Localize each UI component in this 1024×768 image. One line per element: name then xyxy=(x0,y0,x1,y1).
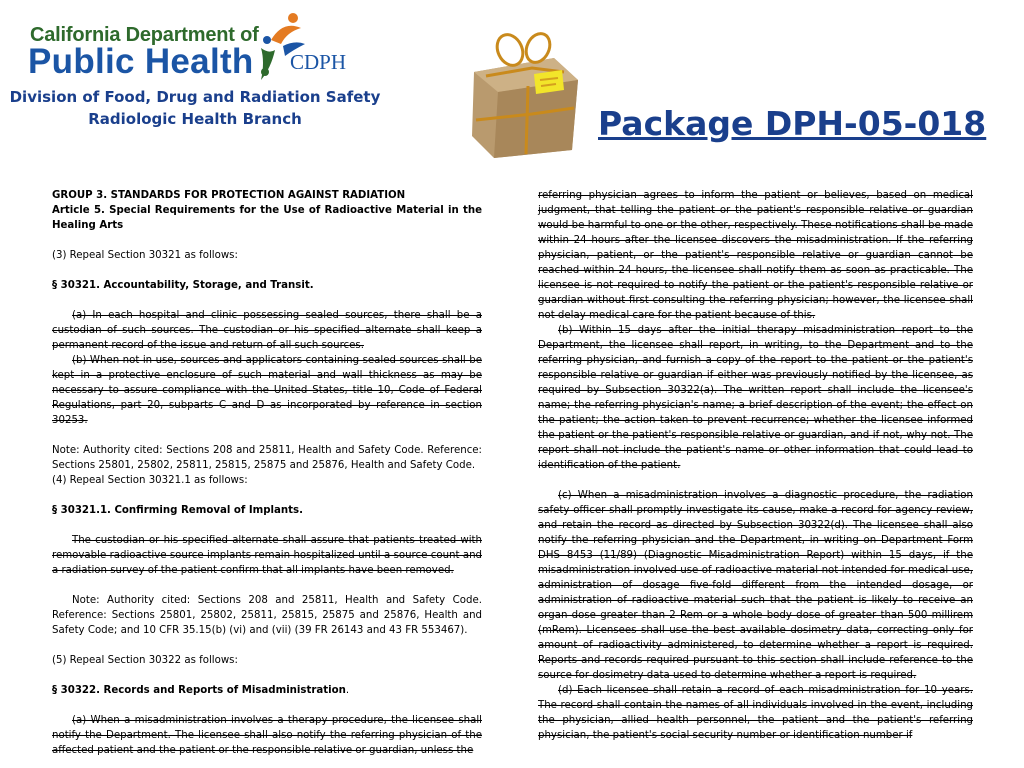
branch-name: Radiologic Health Branch xyxy=(88,110,302,128)
section-30321-1-title: § 30321.1. Confirming Removal of Implants. xyxy=(52,505,303,516)
article-heading: Article 5. Special Requirements for the Use of Radioactive Material in the Healing Arts xyxy=(52,205,482,231)
wrapped-parcel-image xyxy=(468,28,586,160)
package-title: Package DPH-05-018 xyxy=(598,104,987,143)
repeal-30322-instruction: (5) Repeal Section 30322 as follows: xyxy=(52,655,238,666)
section-30322-d: (d) Each licensee shall retain a record of each misadministration for 10 years. The record shall contain the names of all individuals involved in the event, including the physician, allied health personnel, the patient and the patient's referring physician, the patient's social security number or identification number if xyxy=(538,685,973,741)
logo-department-text: California Department of xyxy=(30,24,259,46)
note-authority-1: Note: Authority cited: Sections 208 and 25811, Health and Safety Code. Reference: Sections 25801, 25802, 25811, 25815, 25875 and 25876, Health and Safety Code. xyxy=(52,445,482,471)
repeal-30321-1-instruction: (4) Repeal Section 30321.1 as follows: xyxy=(52,475,248,486)
note-authority-2: Note: Authority cited: Sections 208 and 25811, Health and Safety Code. Reference: Sections 25801, 25802, 25811, 25815, 25875 and 25876, Health and Safety Code; and 10 CFR 35.15(b) (vi) and (vii) (39 FR 26143 and 43 FR 553467). xyxy=(52,595,482,636)
section-30322-b: (b) Within 15 days after the initial therapy misadministration report to the Department, the licensee shall report, in writing, to the Department and to the referring physician, and furnish a copy of the report to the patient or the patient's responsible relative or guardian if either was previously notified by the licensee, as required by Subsection 30322(a). The written report shall include the licensee's name; the referring physician's name; a brief description of the event; the effect on the patient; the action taken to prevent recurrence; whether the licensee informed the patient or the patient's responsible relative or guardian, and if not, why not. The report shall not include the patient's name or other information that could lead to identification of the patient. xyxy=(538,325,973,471)
division-name: Division of Food, Drug and Radiation Safety xyxy=(9,88,381,106)
cdph-logo xyxy=(28,6,358,84)
section-30322-c: (c) When a misadministration involves a diagnostic procedure, the radiation safety officer shall promptly investigate its cause, make a record for agency review, and retain the record as directed by Subsection 30322(d). The licensee shall also notify the referring physician and the Department, in writing on Department Form DHS 8453 (11/89) (Diagnostic Misadministration Report) within 15 days, if the misadministration involved use of radioactive material not intended for medical use, administration of dosage five-fold different from the intended dosage, or administration of radioactive material such that the patient is likely to receive an organ dose greater than 2 Rem or a whole body dose of greater than 500 millirem (mRem). Licensees shall use the best available dosimetry data, correcting only for amount of radioactivity administered, to determine whether a report is required. Reports and records required pursuant to this section shall include reference to the source for dosimetry data used to determine whether a report is required. xyxy=(538,490,973,681)
section-30322-a-continued: referring physician agrees to inform the patient or believes, based on medical judgment, that telling the patient or the patient's responsible relative or guardian would be harmful to one or the other, respectively. These notifications shall be made within 24 hours after the licensee discovers the misadministration. If the referring physician, patient, or the patient's responsible relative or guardian cannot be reached within 24 hours, the licensee shall notify them as soon as practicable. The licensee is not required to notify the patient or the patient's responsible relative or guardian without first consulting the referring physician; however, the licensee shall not delay medical care for the patient because of this. xyxy=(538,190,973,321)
section-30321-1-body: The custodian or his specified alternate shall assure that patients treated with removable radioactive source implants remain hospitalized until a source count and a radiation survey of the patient confirm that all implants have been removed. xyxy=(52,535,482,576)
section-30321-title: § 30321. Accountability, Storage, and Transit. xyxy=(52,280,314,291)
logo-cdph-text: CDPH xyxy=(290,50,347,74)
group-heading: GROUP 3. STANDARDS FOR PROTECTION AGAINST RADIATION xyxy=(52,190,406,201)
document-right-column xyxy=(538,188,973,743)
section-30322-title-period: . xyxy=(345,685,350,696)
section-30322-title: § 30322. Records and Reports of Misadministration xyxy=(52,685,346,696)
section-30321-b: (b) When not in use, sources and applicators containing sealed sources shall be kept in a protective enclosure of such material and wall thickness as may be necessary to assure compliance with the United States, title 10, Code of Federal Regulations, part 20, subparts C and D as incorporated by reference in section 30253. xyxy=(52,355,482,426)
document-left-column xyxy=(52,188,482,758)
repeal-30321-instruction: (3) Repeal Section 30321 as follows: xyxy=(52,250,238,261)
section-30321-a: (a) In each hospital and clinic possessing sealed sources, there shall be a custodian of such sources. The custodian or his specified alternate shall keep a permanent record of the issue and return of all such sources. xyxy=(52,310,482,351)
section-30322-a: (a) When a misadministration involves a therapy procedure, the licensee shall notify the Department. The licensee shall also notify the referring physician of the affected patient and the patient or the responsible relative or guardian, unless the xyxy=(52,715,482,756)
division-heading xyxy=(8,86,382,130)
logo-public-health-text: Public Health xyxy=(28,42,254,81)
section-30322-title-line xyxy=(52,683,482,698)
